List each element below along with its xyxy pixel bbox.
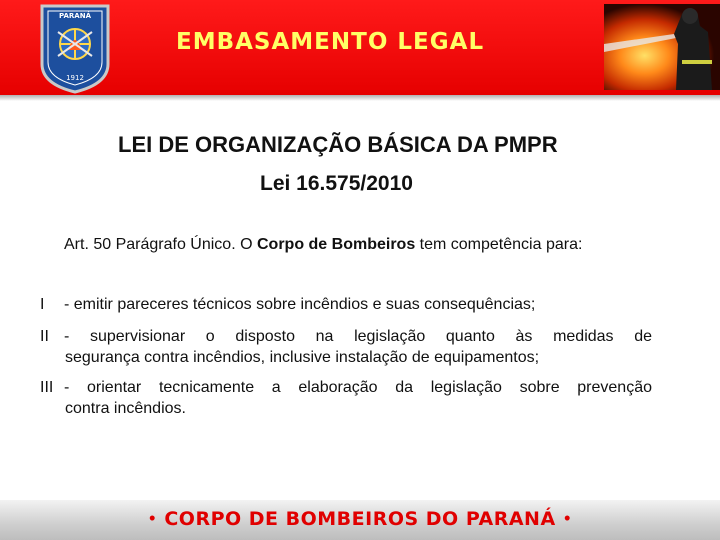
item-number: II (40, 328, 49, 345)
page-title: EMBASAMENTO LEGAL (176, 29, 485, 55)
footer-bullet-left: • (147, 511, 158, 528)
footer-bullet-right: • (562, 511, 573, 528)
item-number: III (40, 379, 54, 396)
fire-brigade-emblem-icon (38, 2, 112, 94)
law-title: LEI DE ORGANIZAÇÃO BÁSICA DA PMPR (118, 132, 558, 157)
item-text: - orientar tecnicamente a elaboração da legislação sobre prevenção (64, 379, 652, 396)
item-text: - emitir pareceres técnicos sobre incêndios e suas consequências; (64, 296, 536, 313)
article-prefix: Art. 50 Parágrafo Único. O (64, 236, 257, 253)
list-item (40, 377, 652, 419)
item-text: - supervisionar o disposto na legislação quanto às medidas de (64, 328, 652, 345)
list-item (40, 294, 652, 315)
emblem-top-text: PARANÁ (59, 12, 91, 20)
item-text-continued: contra incêndios. (65, 400, 186, 417)
header-shadow (0, 95, 720, 101)
footer-label: CORPO DE BOMBEIROS DO PARANÁ (164, 508, 556, 530)
article-bold: Corpo de Bombeiros (256, 236, 416, 253)
law-number: Lei 16.575/2010 (260, 172, 413, 195)
article-suffix: tem competência para: (415, 236, 583, 253)
item-text-continued: segurança contra incêndios, inclusive instalação de equipamentos; (65, 349, 540, 366)
firefighter-photo (604, 4, 720, 90)
item-number: I (40, 296, 45, 313)
footer-text (0, 508, 720, 530)
emblem-year: 1912 (66, 74, 84, 82)
list-item (40, 326, 652, 368)
article-text (64, 236, 582, 254)
